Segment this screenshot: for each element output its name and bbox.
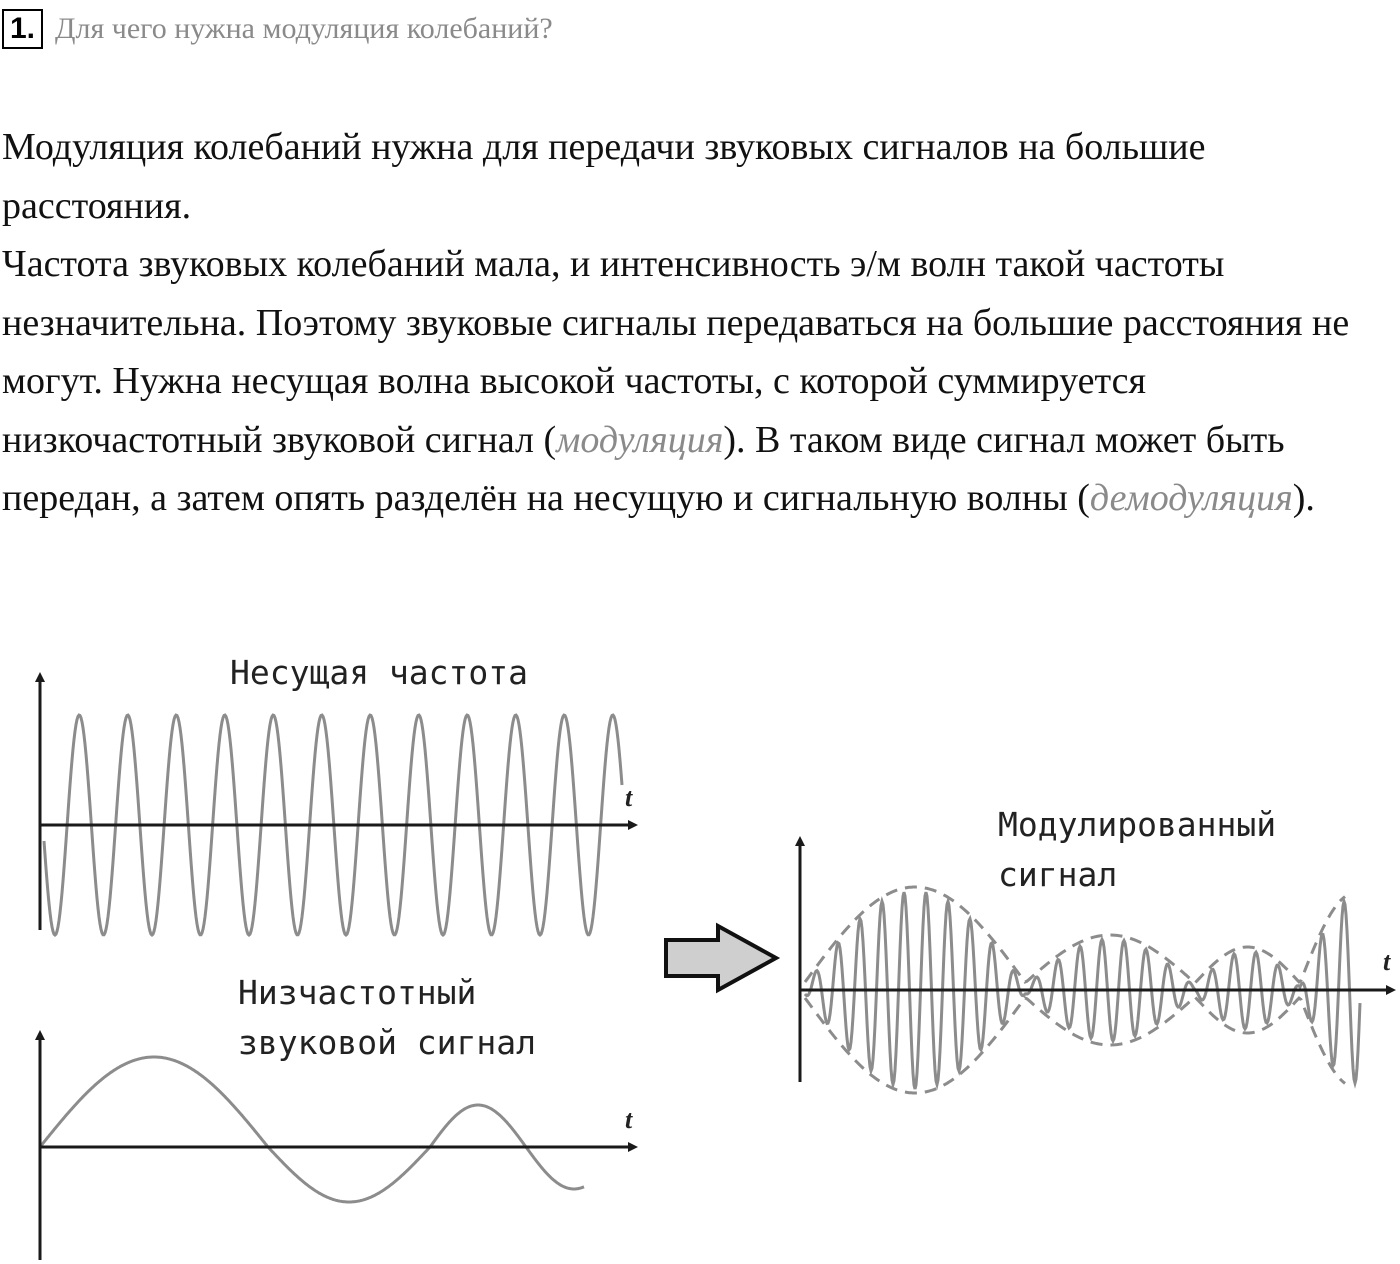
answer-text-part-2: ). В таком виде сигнал может быть передан, а затем опять разделён на несущую и сигнальную волны (	[2, 418, 1285, 519]
modulated-label-line-2: сигнал	[998, 855, 1118, 894]
answer-text-part-1: Частота звуковых колебаний мала, и интенсивность э/м волн такой частоты незначительна. Поэтому звуковые сигналы передаваться на большие расстояния не могут. Нужна несущая волна высокой частоты, с которой суммируется низкочастотный звуковой сигнал (	[2, 243, 1350, 461]
term-demodulation: демодуляция	[1089, 477, 1293, 519]
answer-text-part-3: ).	[1292, 477, 1315, 519]
modulated-time-label: t	[1383, 947, 1391, 976]
carrier-time-label: t	[625, 783, 633, 812]
question-text: Для чего нужна модуляция колебаний?	[55, 12, 553, 45]
audio-time-label: t	[625, 1105, 633, 1134]
audio-label-line-2: звуковой сигнал	[238, 1023, 537, 1062]
right-arrow-icon	[666, 926, 776, 990]
carrier-label: Несущая частота	[230, 653, 529, 692]
question-number: 1.	[2, 9, 43, 49]
carrier-plot	[40, 676, 634, 935]
audio-label-line-1: Низчастотный	[238, 973, 477, 1012]
term-modulation: модуляция	[556, 418, 724, 461]
answer-paragraph-1: Модуляция колебаний нужна для передачи звуковых сигналов на большие расстояния.	[2, 126, 1206, 227]
modulated-label-line-1: Модулированный	[998, 805, 1277, 844]
audio-wave	[40, 1057, 584, 1202]
